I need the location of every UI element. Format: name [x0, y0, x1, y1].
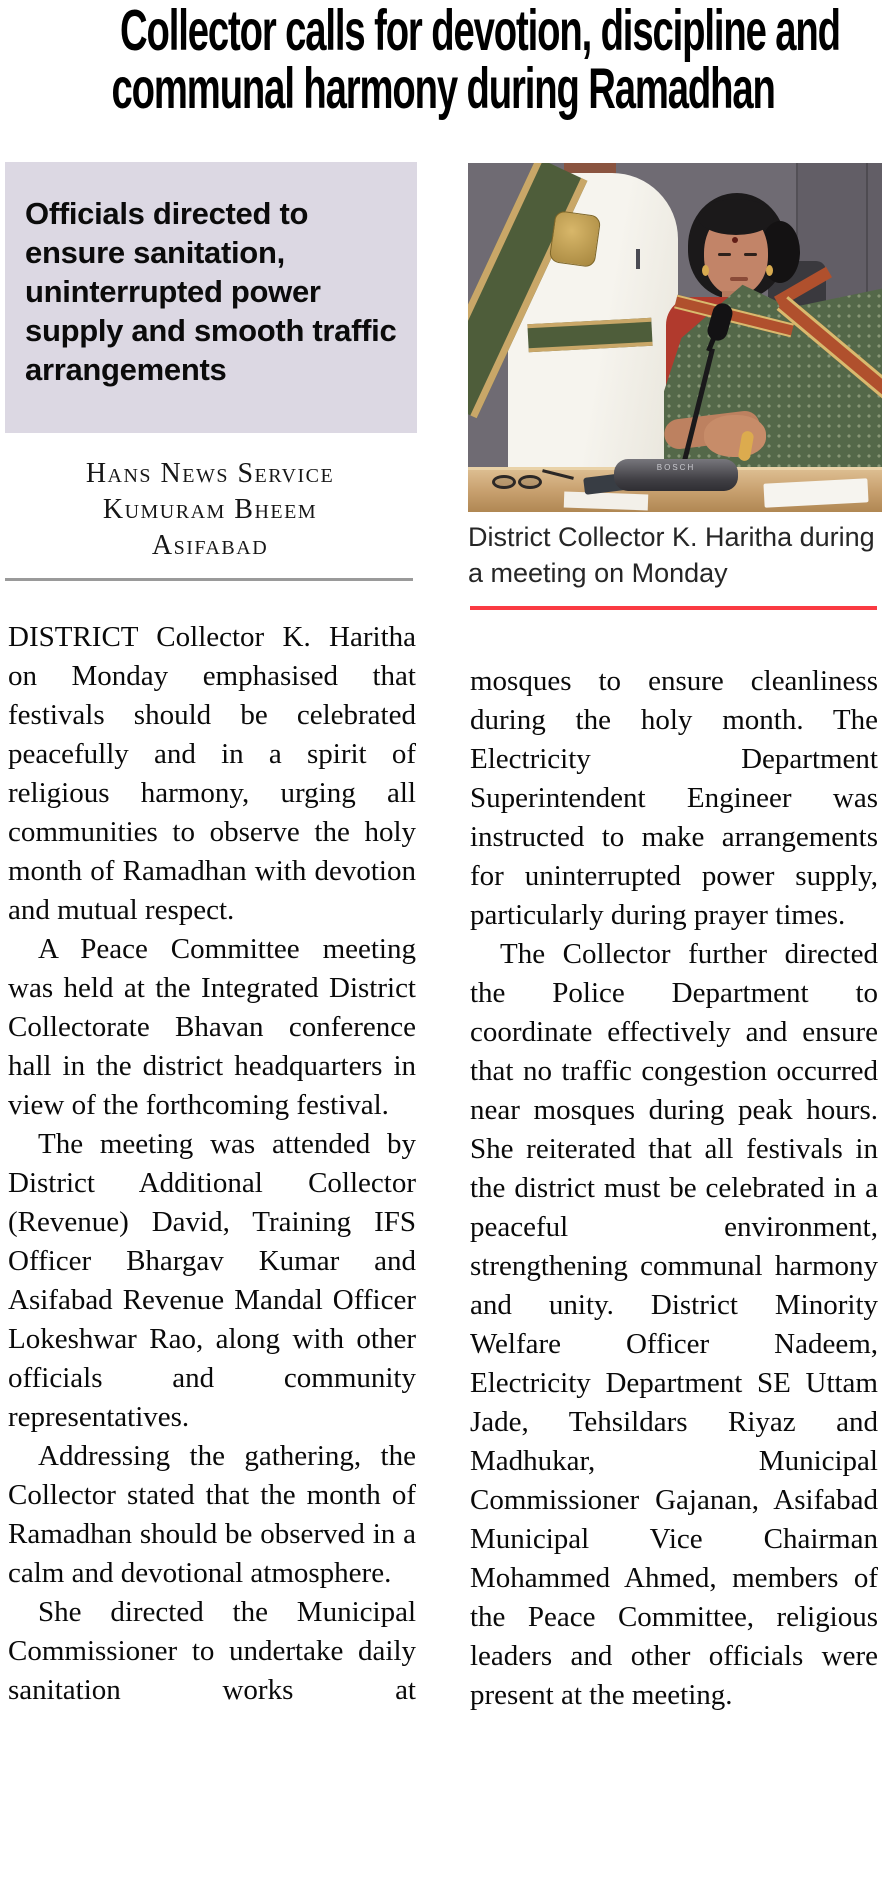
paragraph: mosques to ensure cleanliness during the holy month. The Electricity Department Superintendent Engineer was instructed to make arrangements for uninterrupted power supply, particularly during prayer times.	[470, 665, 878, 931]
shirt-pocket-pen	[636, 249, 640, 269]
headline-line-1	[0, 0, 886, 63]
headline	[0, 0, 886, 121]
body-column-right	[470, 662, 878, 1890]
attendant-figure	[508, 163, 678, 469]
byline-agency: Hans News Service	[85, 458, 335, 489]
microphone-brand-label: BOSCH	[656, 463, 696, 472]
earring-left	[702, 265, 709, 276]
collector-mouth	[730, 277, 748, 281]
eyeglasses-temple	[542, 469, 574, 480]
paragraph: Addressing the gathering, the Collector stated that the month of Ramadhan should be observed in a calm and devotional atmosphere.	[8, 1440, 416, 1589]
earring-right	[766, 265, 773, 276]
paragraph: She directed the Municipal Commissioner to undertake daily sanitation works at	[8, 1596, 416, 1706]
byline-divider-rule	[5, 578, 413, 581]
collector-hands	[704, 415, 766, 457]
collector-eye-left	[718, 253, 731, 256]
paragraph: The Collector further directed the Police Department to coordinate effectively and ensure that no traffic congestion occurred near mosques during peak hours. She reiterated that all festivals in the district must be celebrated in a peaceful environment, strengthening communal harmony and unity. District Minority Welfare Officer Nadeem, Electricity Department SE Uttam Jade, Tehsildars Riyaz and Madhukar, Municipal Commissioner Gajanan, Asifabad Municipal Vice Chairman Mohammed Ahmed, members of the Peace Committee, religious leaders and other officials were present at the meeting.	[470, 938, 878, 1711]
photo-caption: District Collector K. Haritha during a meeting on Monday	[468, 522, 875, 588]
bindi	[732, 237, 738, 243]
byline-place-line-1: Kumuram Bheem	[102, 494, 318, 525]
body-column-left	[8, 618, 416, 1890]
paragraph: A Peace Committee meeting was held at the Integrated District Collectorate Bhavan conference hall in the district headquarters in view of the forthcoming festival.	[8, 933, 416, 1121]
byline-place-line-2: Asifabad	[151, 530, 269, 561]
paper-sheet-small	[564, 492, 649, 511]
collector-hair-fringe	[698, 199, 774, 235]
headline-line-2	[0, 56, 886, 121]
eyeglasses-lens	[518, 475, 542, 489]
news-photo	[468, 163, 882, 512]
standfirst-box	[5, 162, 417, 433]
headline-line-2-text: communal harmony during Ramadhan	[111, 56, 775, 121]
eyeglasses-lens	[492, 475, 516, 489]
collector-eye-right	[744, 253, 757, 256]
caption-red-rule	[470, 606, 877, 610]
paragraph: DISTRICT Collector K. Haritha on Monday emphasised that festivals should be celebrated peacefully and in a spirit of religious harmony, urging all communities to observe the holy month of Ramadhan with devotion and mutual respect.	[8, 621, 416, 926]
paragraph: The meeting was attended by District Additional Collector (Revenue) David, Training IFS Officer Bhargav Kumar and Asifabad Revenue Mandal Officer Lokeshwar Rao, along with other officials and community representatives.	[8, 1128, 416, 1433]
sash-badge	[549, 210, 602, 268]
headline-line-1-text: Collector calls for devotion, discipline and	[119, 0, 840, 63]
standfirst-text: Officials directed to ensure sanitation, uninterrupted power supply and smooth traffic arrangements	[25, 196, 397, 387]
byline	[0, 456, 420, 564]
eyeglasses	[492, 471, 576, 493]
